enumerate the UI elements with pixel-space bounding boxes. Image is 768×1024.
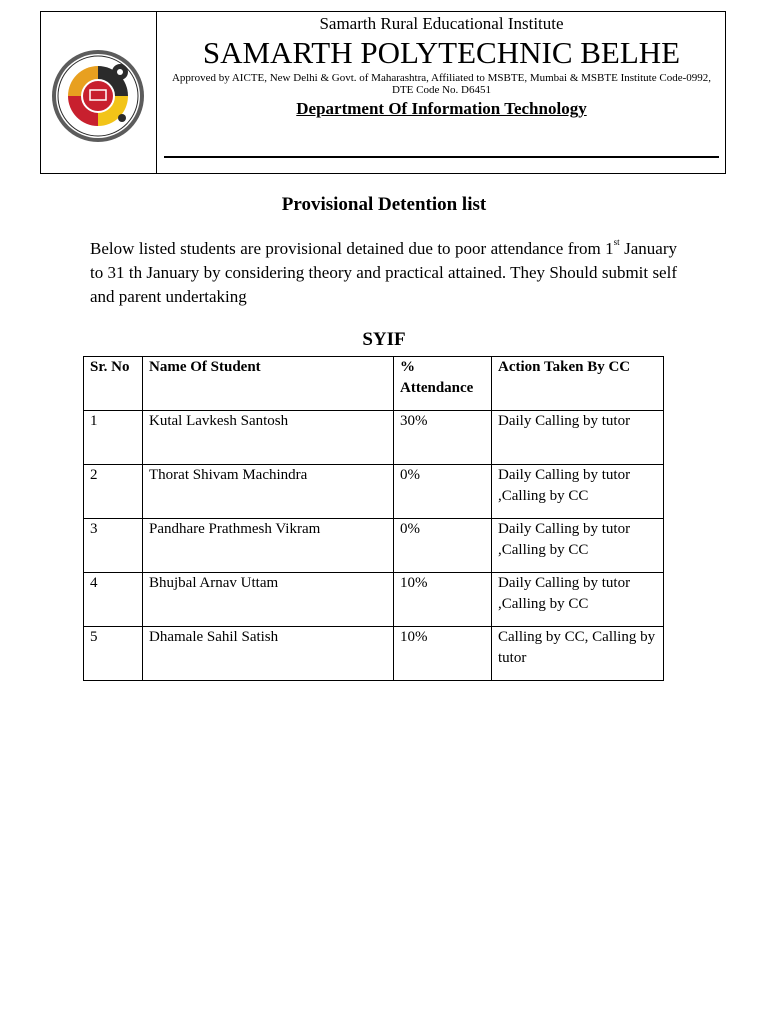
trust-name: Samarth Rural Educational Institute	[319, 14, 564, 33]
cell-attendance: 30%	[394, 411, 492, 465]
intro-text-end: January to 31 th January by considering theory and practical attained. They Should submit self and parent undertaking	[90, 239, 677, 306]
cell-sr-no: 1	[84, 411, 143, 465]
cell-sr-no: 5	[84, 627, 143, 681]
document-title: Provisional Detention list	[281, 194, 487, 215]
table-row	[84, 519, 664, 573]
header-attendance	[394, 357, 492, 411]
cell-student-name: Bhujbal Arnav Uttam	[143, 573, 394, 627]
header-action: Action Taken By CC	[492, 357, 664, 411]
intro-paragraph	[90, 237, 677, 309]
header-sr-no: Sr. No	[84, 357, 143, 411]
logo-cell	[41, 12, 157, 173]
header-divider	[164, 156, 719, 158]
table-row	[84, 627, 664, 681]
cell-sr-no: 4	[84, 573, 143, 627]
institute-logo	[50, 48, 146, 144]
header-info	[158, 12, 725, 173]
cell-student-name: Dhamale Sahil Satish	[143, 627, 394, 681]
cell-attendance: 10%	[394, 627, 492, 681]
detention-table	[83, 356, 664, 681]
cell-action: Daily Calling by tutor	[492, 411, 664, 465]
cell-sr-no: 3	[84, 519, 143, 573]
institute-name: SAMARTH POLYTECHNIC BELHE	[202, 35, 681, 70]
cell-action: Daily Calling by tutor ,Calling by CC	[492, 465, 664, 519]
table-row	[84, 411, 664, 465]
cell-attendance: 0%	[394, 465, 492, 519]
class-title: SYIF	[362, 329, 406, 350]
cell-attendance: 0%	[394, 519, 492, 573]
cell-student-name: Thorat Shivam Machindra	[143, 465, 394, 519]
header-attendance-label: Attendance	[400, 380, 474, 396]
cell-attendance: 10%	[394, 573, 492, 627]
cell-action: Calling by CC, Calling by tutor	[492, 627, 664, 681]
table-row	[84, 573, 664, 627]
table-row	[84, 465, 664, 519]
intro-text-start: Below listed students are provisional detained due to poor attendance from 1	[90, 239, 614, 258]
header-name: Name Of Student	[143, 357, 394, 411]
letterhead	[40, 11, 726, 174]
approval-line: Approved by AICTE, New Delhi & Govt. of Maharashtra, Affiliated to MSBTE, Mumbai & MSBTE Institute Code-0992, DTE Code No. D6451	[171, 72, 712, 96]
cell-student-name: Kutal Lavkesh Santosh	[143, 411, 394, 465]
table-header-row	[84, 357, 664, 411]
cell-student-name: Pandhare Prathmesh Vikram	[143, 519, 394, 573]
cell-action: Daily Calling by tutor ,Calling by CC	[492, 519, 664, 573]
cell-action: Daily Calling by tutor ,Calling by CC	[492, 573, 664, 627]
intro-superscript: st	[613, 237, 620, 247]
cell-sr-no: 2	[84, 465, 143, 519]
department-name: Department Of Information Technology	[296, 99, 587, 118]
header-attendance-symbol: %	[400, 359, 415, 375]
